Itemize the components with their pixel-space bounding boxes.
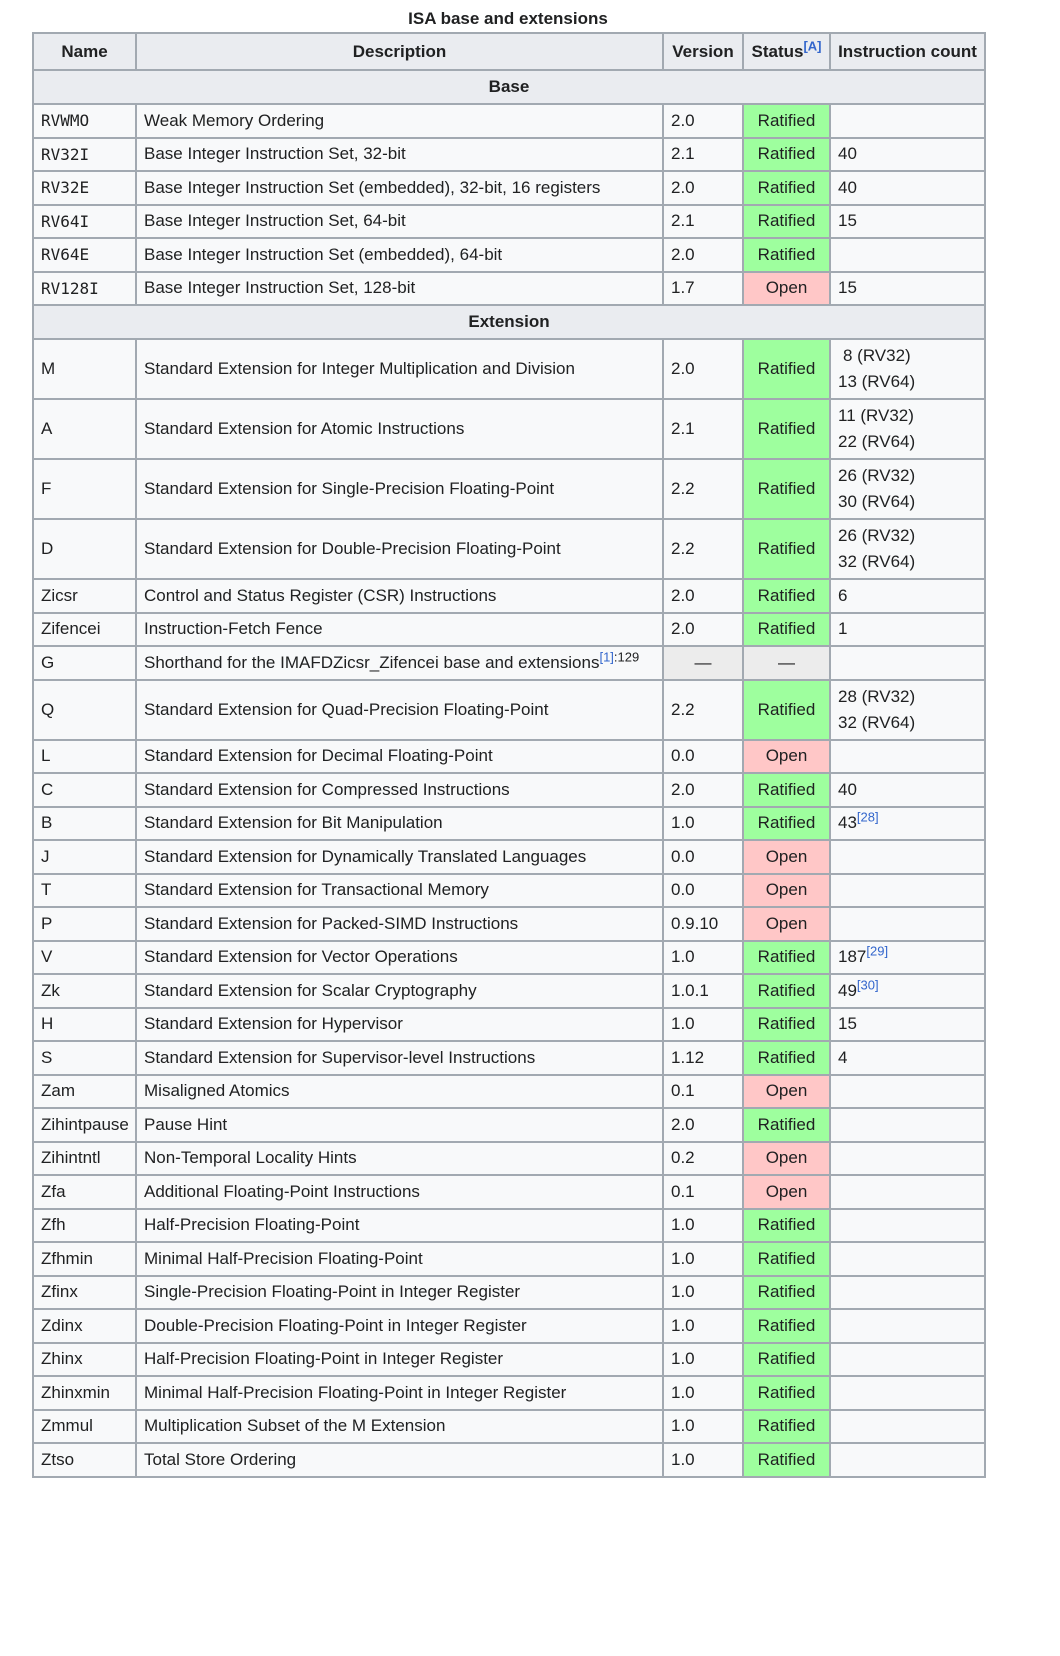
cell-instruction-count	[830, 272, 985, 306]
status-badge: Ratified	[743, 399, 830, 459]
table-row	[33, 1376, 985, 1410]
status-badge: Ratified	[743, 138, 830, 172]
table-row	[33, 1443, 985, 1477]
description-text: Shorthand for the IMAFDZicsr_Zifencei base and extensions	[144, 652, 600, 672]
cell-instruction-count	[830, 138, 985, 172]
status-badge: Open	[743, 874, 830, 908]
status-note-link[interactable]: [A]	[803, 37, 822, 53]
cell-description	[136, 399, 663, 459]
description-text: Standard Extension for Transactional Memory	[144, 880, 489, 900]
description-text: Standard Extension for Integer Multiplication and Division	[144, 359, 575, 378]
status-badge: Ratified	[743, 1309, 830, 1343]
table-row	[33, 874, 985, 908]
cell-description	[136, 1075, 663, 1109]
description-text: Control and Status Register (CSR) Instructions	[144, 585, 497, 605]
group-heading-base: Base	[33, 70, 985, 104]
cell-instruction-count	[830, 1142, 985, 1176]
count-value: 40	[838, 779, 857, 799]
cell-instruction-count	[830, 104, 985, 138]
status-badge: Ratified	[743, 171, 830, 205]
cell-description	[136, 840, 663, 874]
cell-name: L	[33, 740, 136, 774]
count-value: 15	[838, 278, 857, 298]
cell-description	[136, 807, 663, 841]
cell-name: Zmmul	[33, 1410, 136, 1444]
cell-instruction-count	[830, 613, 985, 647]
status-badge: Ratified	[743, 205, 830, 239]
cell-version: 1.0	[663, 1242, 743, 1276]
cell-version: 1.0	[663, 1309, 743, 1343]
status-badge: Ratified	[743, 1108, 830, 1142]
status-badge: Open	[743, 272, 830, 306]
cell-name: Zk	[33, 974, 136, 1008]
cell-description	[136, 941, 663, 975]
description-text: Additional Floating-Point Instructions	[144, 1181, 420, 1201]
status-badge: Ratified	[743, 579, 830, 613]
cell-name: RV64E	[33, 238, 136, 272]
count-line: 26 (RV32)	[838, 466, 916, 485]
cell-description	[136, 1008, 663, 1042]
table-row	[33, 519, 985, 579]
cell-instruction-count	[830, 680, 985, 740]
table-row	[33, 459, 985, 519]
cell-version: 1.0	[663, 1276, 743, 1310]
cell-name: RV32I	[33, 138, 136, 172]
description-text: Standard Extension for Quad-Precision Floating-Point	[144, 699, 549, 719]
table-row	[33, 773, 985, 807]
cell-description	[136, 205, 663, 239]
description-text: Standard Extension for Decimal Floating-Point	[144, 746, 493, 766]
cell-version: 2.2	[663, 459, 743, 519]
cell-instruction-count	[830, 646, 985, 680]
cell-name: Zfh	[33, 1209, 136, 1243]
cell-description	[136, 238, 663, 272]
column-header-instruction-count[interactable]: Instruction count	[830, 33, 985, 70]
cell-name: Q	[33, 680, 136, 740]
cell-description	[136, 272, 663, 306]
status-badge: Ratified	[743, 807, 830, 841]
cell-name: C	[33, 773, 136, 807]
status-badge: Open	[743, 1142, 830, 1176]
cell-version: 2.0	[663, 579, 743, 613]
table-row	[33, 171, 985, 205]
reference-page: :129	[613, 649, 640, 665]
description-text: Weak Memory Ordering	[144, 110, 325, 130]
status-badge: Ratified	[743, 613, 830, 647]
cell-description	[136, 519, 663, 579]
cell-description	[136, 1142, 663, 1176]
status-badge: Ratified	[743, 773, 830, 807]
cell-name: Zihintpause	[33, 1108, 136, 1142]
count-value: 1	[838, 619, 848, 639]
cell-version: 2.0	[663, 339, 743, 399]
description-text: Minimal Half-Precision Floating-Point	[144, 1248, 423, 1268]
table-row	[33, 1309, 985, 1343]
cell-name: H	[33, 1008, 136, 1042]
cell-description	[136, 1309, 663, 1343]
cell-instruction-count	[830, 459, 985, 519]
status-badge: Ratified	[743, 941, 830, 975]
cell-name: RV128I	[33, 272, 136, 306]
group-row-extension	[33, 305, 985, 339]
description-text: Base Integer Instruction Set, 32-bit	[144, 144, 406, 164]
count-value: 40	[838, 144, 857, 164]
table-row	[33, 1041, 985, 1075]
cell-version: 1.0	[663, 807, 743, 841]
cell-name: D	[33, 519, 136, 579]
status-badge: Ratified	[743, 1410, 830, 1444]
count-value: 15	[838, 211, 857, 231]
count-value: 6	[838, 585, 848, 605]
cell-description	[136, 1443, 663, 1477]
count-line: 11 (RV32)	[838, 406, 914, 425]
status-badge: Open	[743, 907, 830, 941]
description-text: Base Integer Instruction Set, 128-bit	[144, 278, 416, 298]
table-row	[33, 579, 985, 613]
count-value: 15	[838, 1014, 857, 1034]
cell-name: Zdinx	[33, 1309, 136, 1343]
description-text: Standard Extension for Atomic Instructions	[144, 419, 465, 438]
cell-instruction-count	[830, 1108, 985, 1142]
cell-instruction-count	[830, 171, 985, 205]
table-row	[33, 941, 985, 975]
table-row	[33, 1343, 985, 1377]
status-badge: Ratified	[743, 974, 830, 1008]
cell-version: 1.7	[663, 272, 743, 306]
cell-instruction-count	[830, 1041, 985, 1075]
count-line: 8 (RV32)	[843, 346, 911, 365]
cell-version: 0.1	[663, 1075, 743, 1109]
table-row	[33, 740, 985, 774]
status-badge: Ratified	[743, 104, 830, 138]
count-line: 13 (RV64)	[838, 372, 916, 391]
description-text: Misaligned Atomics	[144, 1081, 290, 1101]
cell-version: 2.1	[663, 205, 743, 239]
cell-description	[136, 1376, 663, 1410]
cell-description	[136, 1242, 663, 1276]
cell-name: P	[33, 907, 136, 941]
status-badge: Ratified	[743, 1209, 830, 1243]
cell-name: A	[33, 399, 136, 459]
description-text: Standard Extension for Dynamically Translated Languages	[144, 846, 587, 866]
cell-description	[136, 1410, 663, 1444]
count-line: 30 (RV64)	[838, 492, 916, 511]
isa-table	[32, 32, 986, 1478]
description-text: Half-Precision Floating-Point in Integer Register	[144, 1349, 504, 1369]
description-text: Standard Extension for Supervisor-level Instructions	[144, 1047, 536, 1067]
cell-name: Zicsr	[33, 579, 136, 613]
cell-name: Zihintntl	[33, 1142, 136, 1176]
count-line: 26 (RV32)	[838, 526, 916, 545]
cell-version: 1.0	[663, 1376, 743, 1410]
group-heading-extension: Extension	[33, 305, 985, 339]
cell-description	[136, 773, 663, 807]
cell-name: Zfhmin	[33, 1242, 136, 1276]
cell-version: 2.2	[663, 680, 743, 740]
status-badge: Ratified	[743, 238, 830, 272]
description-text: Base Integer Instruction Set, 64-bit	[144, 211, 406, 231]
table-body	[33, 70, 985, 1477]
cell-version: 1.0	[663, 1443, 743, 1477]
table-row	[33, 238, 985, 272]
cell-version: 1.0	[663, 1343, 743, 1377]
cell-version: 0.0	[663, 874, 743, 908]
cell-name: Zifencei	[33, 613, 136, 647]
cell-name: G	[33, 646, 136, 680]
status-badge: Ratified	[743, 1041, 830, 1075]
cell-version: 2.1	[663, 138, 743, 172]
cell-name: T	[33, 874, 136, 908]
table-row	[33, 1075, 985, 1109]
cell-instruction-count	[830, 974, 985, 1008]
status-badge: Open	[743, 740, 830, 774]
cell-instruction-count	[830, 579, 985, 613]
description-text: Multiplication Subset of the M Extension	[144, 1416, 446, 1436]
table-row	[33, 399, 985, 459]
status-badge: Ratified	[743, 1443, 830, 1477]
cell-version: —	[663, 646, 743, 680]
status-badge: Ratified	[743, 339, 830, 399]
status-header-label: Status	[751, 41, 804, 61]
table-row	[33, 613, 985, 647]
table-row	[33, 1008, 985, 1042]
cell-description	[136, 1276, 663, 1310]
description-text: Standard Extension for Double-Precision Floating-Point	[144, 539, 561, 558]
count-value: 43	[838, 813, 857, 833]
cell-name: Zfinx	[33, 1276, 136, 1310]
cell-instruction-count	[830, 1309, 985, 1343]
group-row-base	[33, 70, 985, 104]
description-text: Base Integer Instruction Set (embedded), 64-bit	[144, 244, 503, 264]
description-text: Single-Precision Floating-Point in Integer Register	[144, 1282, 521, 1302]
description-text: Standard Extension for Hypervisor	[144, 1014, 403, 1034]
table-row	[33, 104, 985, 138]
cell-version: 2.0	[663, 773, 743, 807]
cell-instruction-count	[830, 1175, 985, 1209]
cell-version: 2.0	[663, 613, 743, 647]
cell-name: F	[33, 459, 136, 519]
cell-version: 1.0	[663, 1008, 743, 1042]
cell-name: M	[33, 339, 136, 399]
table-row	[33, 807, 985, 841]
cell-version: 1.0	[663, 1410, 743, 1444]
cell-instruction-count	[830, 519, 985, 579]
description-text: Base Integer Instruction Set (embedded), 32-bit, 16 registers	[144, 177, 601, 197]
cell-version: 1.0.1	[663, 974, 743, 1008]
table-row	[33, 974, 985, 1008]
cell-version: 2.1	[663, 399, 743, 459]
cell-name: S	[33, 1041, 136, 1075]
table-row	[33, 1142, 985, 1176]
cell-description	[136, 339, 663, 399]
cell-instruction-count	[830, 205, 985, 239]
table-caption: ISA base and extensions	[408, 9, 608, 28]
status-badge: Open	[743, 1075, 830, 1109]
cell-instruction-count	[830, 773, 985, 807]
cell-description	[136, 1108, 663, 1142]
cell-instruction-count	[830, 1075, 985, 1109]
table-row	[33, 138, 985, 172]
cell-description	[136, 680, 663, 740]
status-badge: Ratified	[743, 1376, 830, 1410]
cell-instruction-count	[830, 740, 985, 774]
cell-version: 0.9.10	[663, 907, 743, 941]
cell-instruction-count	[830, 238, 985, 272]
cell-description	[136, 1343, 663, 1377]
cell-instruction-count	[830, 874, 985, 908]
column-header-version[interactable]: Version	[663, 33, 743, 70]
description-text: Instruction-Fetch Fence	[144, 619, 323, 639]
column-header-status[interactable]	[743, 33, 830, 70]
count-line: 28 (RV32)	[838, 686, 916, 706]
cell-description	[136, 613, 663, 647]
cell-name: RVWMO	[33, 104, 136, 138]
table-row	[33, 1175, 985, 1209]
cell-version: 0.0	[663, 740, 743, 774]
cell-name: V	[33, 941, 136, 975]
reference-link[interactable]: [29]	[866, 943, 889, 959]
table-row	[33, 1276, 985, 1310]
count-value: 4	[838, 1047, 848, 1067]
table-row	[33, 1242, 985, 1276]
description-text: Non-Temporal Locality Hints	[144, 1148, 357, 1168]
status-badge: Ratified	[743, 1242, 830, 1276]
cell-instruction-count	[830, 907, 985, 941]
count-line: 32 (RV64)	[838, 552, 916, 571]
count-value: 187	[838, 947, 867, 967]
reference-link[interactable]: [30]	[856, 977, 879, 993]
description-text: Standard Extension for Single-Precision Floating-Point	[144, 479, 555, 498]
count-value: 49	[838, 980, 857, 1000]
status-badge: —	[743, 646, 830, 680]
cell-instruction-count	[830, 399, 985, 459]
status-badge: Open	[743, 1175, 830, 1209]
reference-link[interactable]: [1]	[599, 649, 614, 665]
cell-description	[136, 974, 663, 1008]
description-text: Minimal Half-Precision Floating-Point in Integer Register	[144, 1382, 567, 1402]
cell-name: B	[33, 807, 136, 841]
cell-description	[136, 1041, 663, 1075]
description-text: Pause Hint	[144, 1114, 228, 1134]
cell-description	[136, 459, 663, 519]
cell-version: 0.1	[663, 1175, 743, 1209]
table-row	[33, 1410, 985, 1444]
column-header-description[interactable]: Description	[136, 33, 663, 70]
status-badge: Ratified	[743, 459, 830, 519]
reference-link[interactable]: [28]	[856, 809, 879, 825]
cell-instruction-count	[830, 1443, 985, 1477]
cell-name: Zam	[33, 1075, 136, 1109]
description-text: Standard Extension for Scalar Cryptography	[144, 980, 477, 1000]
cell-version: 2.0	[663, 171, 743, 205]
cell-version: 2.2	[663, 519, 743, 579]
header-row	[33, 33, 985, 70]
cell-version: 2.0	[663, 238, 743, 272]
cell-description	[136, 1175, 663, 1209]
description-text: Standard Extension for Packed-SIMD Instructions	[144, 913, 519, 933]
description-text: Standard Extension for Bit Manipulation	[144, 813, 443, 833]
cell-name: RV32E	[33, 171, 136, 205]
table-row	[33, 272, 985, 306]
cell-description	[136, 740, 663, 774]
cell-instruction-count	[830, 941, 985, 975]
description-text: Total Store Ordering	[144, 1449, 297, 1469]
cell-version: 0.0	[663, 840, 743, 874]
description-text: Half-Precision Floating-Point	[144, 1215, 360, 1235]
cell-name: Zhinxmin	[33, 1376, 136, 1410]
cell-instruction-count	[830, 339, 985, 399]
cell-name: RV64I	[33, 205, 136, 239]
cell-instruction-count	[830, 1410, 985, 1444]
cell-instruction-count	[830, 807, 985, 841]
status-badge: Ratified	[743, 1343, 830, 1377]
cell-version: 1.0	[663, 1209, 743, 1243]
count-line: 32 (RV64)	[838, 712, 916, 732]
status-badge: Open	[743, 840, 830, 874]
cell-instruction-count	[830, 1343, 985, 1377]
cell-version: 1.12	[663, 1041, 743, 1075]
cell-description	[136, 874, 663, 908]
column-header-name[interactable]: Name	[33, 33, 136, 70]
cell-description	[136, 579, 663, 613]
count-value: 40	[838, 177, 857, 197]
cell-instruction-count	[830, 1008, 985, 1042]
isa-table-container	[32, 8, 984, 1478]
status-badge: Ratified	[743, 1008, 830, 1042]
status-badge: Ratified	[743, 519, 830, 579]
cell-instruction-count	[830, 1276, 985, 1310]
cell-description	[136, 646, 663, 680]
cell-instruction-count	[830, 1209, 985, 1243]
table-row	[33, 646, 985, 680]
cell-name: Zhinx	[33, 1343, 136, 1377]
cell-version: 2.0	[663, 1108, 743, 1142]
cell-name: J	[33, 840, 136, 874]
cell-version: 1.0	[663, 941, 743, 975]
description-text: Standard Extension for Compressed Instructions	[144, 779, 510, 799]
count-line: 22 (RV64)	[838, 432, 916, 451]
description-text: Double-Precision Floating-Point in Integer Register	[144, 1315, 527, 1335]
cell-description	[136, 104, 663, 138]
cell-description	[136, 1209, 663, 1243]
table-row	[33, 205, 985, 239]
cell-version: 0.2	[663, 1142, 743, 1176]
cell-description	[136, 138, 663, 172]
status-badge: Ratified	[743, 680, 830, 740]
cell-instruction-count	[830, 840, 985, 874]
table-row	[33, 1108, 985, 1142]
cell-instruction-count	[830, 1242, 985, 1276]
table-row	[33, 339, 985, 399]
table-row	[33, 1209, 985, 1243]
description-text: Standard Extension for Vector Operations	[144, 947, 458, 967]
cell-name: Ztso	[33, 1443, 136, 1477]
cell-description	[136, 171, 663, 205]
cell-version: 2.0	[663, 104, 743, 138]
cell-name: Zfa	[33, 1175, 136, 1209]
cell-description	[136, 907, 663, 941]
table-row	[33, 840, 985, 874]
table-row	[33, 680, 985, 740]
table-row	[33, 907, 985, 941]
cell-instruction-count	[830, 1376, 985, 1410]
status-badge: Ratified	[743, 1276, 830, 1310]
